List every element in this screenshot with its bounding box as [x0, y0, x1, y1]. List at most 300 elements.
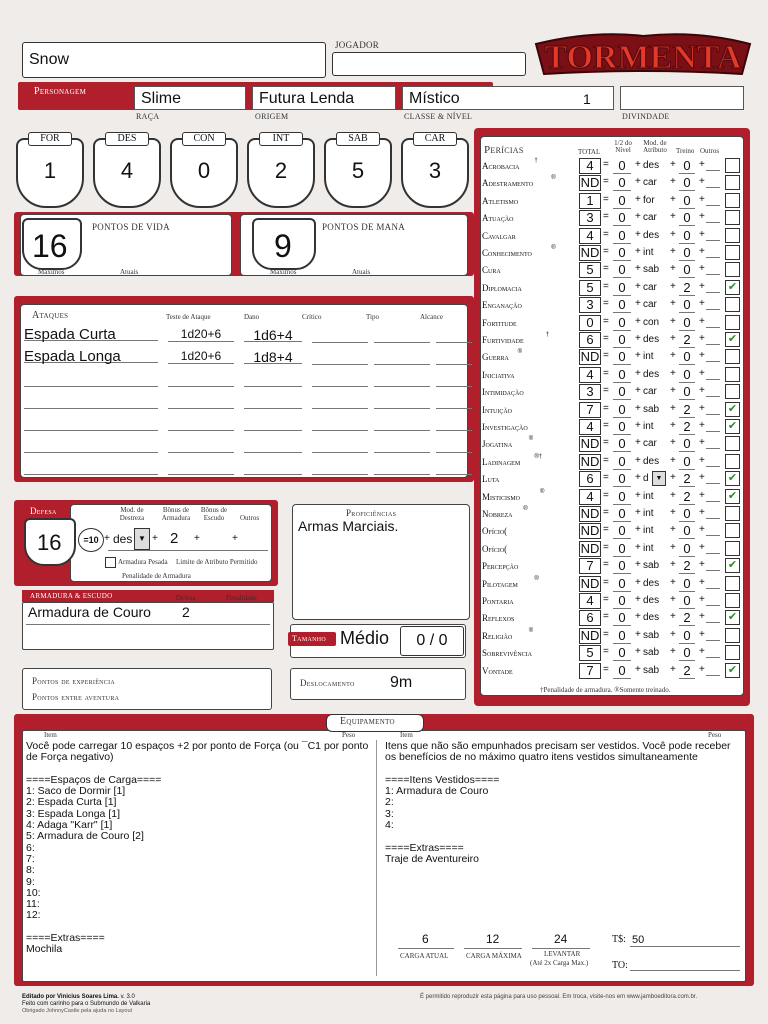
hp-current-label: Atuais: [120, 268, 139, 276]
attr-value-car: 3: [428, 158, 442, 183]
skill-row[interactable]: [482, 402, 742, 419]
skill-marker: †: [534, 158, 538, 164]
skill-plus: +: [699, 298, 705, 310]
skill-training: 0: [679, 523, 695, 539]
skill-other: [706, 327, 720, 328]
attack-cell: [312, 394, 368, 409]
skill-name: Cavalgar: [482, 230, 516, 241]
skill-attribute: des: [643, 595, 660, 606]
skill-total: ND: [580, 453, 600, 469]
skill-trained-checkbox[interactable]: ✔: [725, 419, 740, 434]
attack-row[interactable]: [24, 410, 454, 432]
attack-test: [168, 438, 234, 453]
skill-row[interactable]: [482, 175, 742, 192]
skill-half-level: 0: [613, 384, 631, 400]
deity-label: DIVINDADE: [622, 112, 670, 121]
character-label: Personagem: [34, 86, 87, 97]
skill-other: [706, 657, 720, 658]
skill-trained-checkbox[interactable]: ✔: [725, 471, 740, 486]
skill-row[interactable]: [482, 245, 742, 262]
skill-plus: +: [635, 507, 641, 518]
skill-equals: =: [603, 611, 609, 623]
skill-training: 2: [679, 402, 695, 418]
defense-plus-3: +: [194, 533, 200, 544]
skill-plus: +: [635, 472, 641, 484]
skill-trained-checkbox[interactable]: [725, 193, 740, 208]
skill-name: Intuição: [482, 404, 512, 415]
attr-shield-sab[interactable]: [324, 138, 392, 208]
skill-training: 0: [679, 593, 695, 609]
skill-name: Acrobacia: [482, 161, 520, 171]
hp-label: PONTOS DE VIDA: [92, 222, 170, 232]
skill-plus: +: [670, 350, 676, 362]
skill-attribute: car: [643, 386, 657, 398]
skill-training: 2: [679, 489, 695, 505]
defense-attr: des: [113, 532, 133, 546]
proficiencies-title: Proficiências: [346, 508, 397, 518]
skill-row[interactable]: [482, 663, 742, 680]
attack-cell: [312, 372, 368, 387]
skill-other: [706, 553, 720, 554]
heavy-armor-checkbox[interactable]: [105, 557, 116, 568]
skill-name: Adestramento: [482, 178, 534, 189]
skill-trained-checkbox[interactable]: [725, 210, 740, 225]
skill-row[interactable]: [482, 576, 742, 593]
skill-other: [706, 344, 720, 345]
origin-label: ORIGEM: [255, 112, 289, 121]
skill-plus: +: [670, 594, 676, 605]
skill-plus: +: [670, 280, 676, 292]
skill-plus: +: [635, 333, 641, 344]
skill-equals: =: [603, 193, 609, 205]
attr-label-sab: SAB: [336, 132, 380, 146]
skill-row[interactable]: [482, 349, 742, 366]
skill-attribute: car: [643, 299, 657, 311]
attack-cell: [312, 416, 368, 431]
skill-half-level: 0: [613, 210, 631, 226]
defense-hdr-other: Outros: [240, 514, 260, 522]
skill-marker: ®: [534, 575, 539, 582]
skill-plus: +: [670, 437, 676, 449]
skill-name: Pontaria: [482, 596, 514, 606]
skill-equals: =: [603, 559, 609, 571]
skill-row[interactable]: [482, 628, 742, 645]
skill-name: Pilotagem: [482, 578, 518, 589]
skill-attribute: con: [643, 316, 660, 328]
skill-total: ND: [580, 575, 600, 591]
origin-field[interactable]: [252, 86, 396, 110]
movement-value[interactable]: 9m: [390, 674, 413, 691]
skill-half-level: 0: [613, 454, 631, 470]
attack-row[interactable]: [24, 344, 454, 366]
skill-plus: +: [635, 350, 641, 362]
armor-defense[interactable]: 2: [182, 604, 190, 620]
skill-plus: +: [670, 315, 676, 327]
skill-training: 0: [679, 506, 695, 522]
skill-training: 2: [679, 280, 695, 296]
defense-base: =10: [78, 528, 104, 552]
attack-row[interactable]: [24, 432, 454, 454]
skill-equals: =: [603, 437, 609, 449]
attr-shield-des[interactable]: [93, 138, 161, 208]
skill-name: Luta: [482, 474, 500, 485]
skill-attribute: des: [643, 577, 660, 589]
skill-other: [706, 187, 720, 188]
skill-plus: +: [670, 159, 676, 170]
class-value: Místico: [409, 90, 460, 107]
skill-training: 0: [679, 349, 695, 365]
skill-attribute: des: [643, 160, 660, 171]
skill-half-level: 0: [613, 663, 631, 679]
skill-trained-checkbox[interactable]: [725, 367, 740, 382]
skill-other: [706, 675, 720, 676]
heavy-armor-label: Armadura Pesada: [118, 558, 168, 566]
skill-plus: +: [699, 437, 705, 449]
skill-row[interactable]: [482, 558, 742, 575]
skill-attribute: int: [643, 542, 654, 554]
skill-trained-checkbox[interactable]: [725, 523, 740, 538]
defense-value-box[interactable]: [24, 518, 76, 566]
attack-name: Espada Curta: [24, 326, 158, 341]
race-value: Slime: [141, 90, 182, 107]
defense-hdr-shield: Bônus de Escudo: [200, 506, 228, 522]
size-value[interactable]: Médio: [340, 628, 390, 648]
skill-trained-checkbox[interactable]: ✔: [725, 558, 740, 573]
skill-plus: +: [699, 350, 705, 362]
skill-plus: +: [670, 507, 676, 518]
attack-row[interactable]: [24, 388, 454, 410]
skill-equals: =: [603, 402, 609, 414]
skill-row[interactable]: [482, 315, 742, 332]
skill-trained-checkbox[interactable]: [725, 175, 740, 190]
skill-row[interactable]: [482, 454, 742, 471]
defense-armor: 2: [170, 530, 179, 547]
skill-total: 4: [579, 419, 601, 435]
skill-plus: +: [699, 263, 705, 275]
skill-plus: +: [635, 611, 641, 623]
skill-trained-checkbox[interactable]: [725, 297, 740, 312]
skill-trained-checkbox[interactable]: [725, 158, 740, 173]
proficiencies-text[interactable]: Armas Marciais.: [298, 518, 399, 534]
skill-row[interactable]: [482, 158, 742, 175]
attack-test: [168, 394, 234, 409]
xp-label: Pontos de experiência: [32, 676, 116, 686]
skill-plus: +: [635, 385, 641, 397]
skill-trained-checkbox[interactable]: [725, 645, 740, 660]
skill-plus: +: [635, 489, 641, 501]
skill-row[interactable]: [482, 523, 742, 540]
skill-trained-checkbox[interactable]: [725, 228, 740, 243]
skill-plus: +: [635, 594, 641, 605]
attack-row[interactable]: [24, 454, 454, 476]
attack-header-crit: Crítico: [302, 313, 322, 321]
attack-cell: [436, 416, 472, 431]
skill-trained-checkbox[interactable]: [725, 454, 740, 469]
skill-row[interactable]: [482, 489, 742, 506]
equipment-divider: [376, 740, 377, 976]
attr-shield-car[interactable]: [401, 138, 469, 208]
skill-row[interactable]: [482, 297, 742, 314]
armor-penalty-label: Penalidade de Armadura: [122, 572, 191, 580]
skill-equals: =: [603, 333, 609, 344]
skill-half-level: 0: [613, 332, 631, 348]
skill-row[interactable]: [482, 210, 742, 227]
skill-half-level: 0: [613, 402, 631, 418]
defense-attr-dropdown[interactable]: ▼: [134, 528, 150, 550]
skill-attribute: car: [643, 438, 657, 450]
skill-row[interactable]: [482, 384, 742, 401]
skill-row[interactable]: [482, 610, 742, 627]
deity-field[interactable]: [620, 86, 744, 110]
skill-other: [706, 466, 720, 467]
skill-equals: =: [603, 280, 609, 292]
skill-trained-checkbox[interactable]: [725, 436, 740, 451]
skill-half-level: 0: [613, 297, 631, 313]
attr-shield-for[interactable]: [16, 138, 84, 208]
attack-test: 1d20+6: [168, 349, 234, 364]
character-name: Snow: [29, 51, 70, 68]
skill-total: ND: [580, 436, 600, 452]
skill-equals: =: [603, 663, 609, 675]
skill-trained-checkbox[interactable]: [725, 506, 740, 521]
skills-title: Perícias: [484, 144, 524, 156]
skill-equals: =: [603, 454, 609, 466]
attack-cell: [374, 416, 430, 431]
skill-row[interactable]: [482, 471, 742, 488]
skill-name: Nobreza: [482, 509, 513, 519]
skill-total: ND: [580, 540, 600, 556]
skill-training: 0: [679, 175, 695, 191]
equipment-right-text[interactable]: Itens que não são empunhados precisam ser vestidos. Você pode receber os benefícios de no máximo quatro itens vestidos simultaneamente ====Itens Vestidos==== 1: Armadura de Couro 2: 3: 4: ====Extras==== Traje de Aventureiro: [385, 740, 731, 865]
skill-row[interactable]: [482, 593, 742, 610]
skill-total: 5: [579, 280, 601, 296]
hp-max-box[interactable]: [22, 218, 82, 270]
size-counter[interactable]: 0 / 0: [400, 626, 464, 656]
footer-credit-text: Editado por Vinicius Soares Lima.: [22, 994, 119, 1000]
skill-row[interactable]: [482, 262, 742, 279]
skill-plus: +: [670, 228, 676, 240]
footer-credit-2: Feito com carinho para o Submundo de Valkaria: [22, 1001, 151, 1007]
player-name-field[interactable]: [332, 52, 526, 76]
skill-trained-checkbox[interactable]: [725, 315, 740, 330]
skill-marker: †: [545, 332, 549, 338]
skill-other: [706, 483, 720, 484]
skill-trained-checkbox[interactable]: ✔: [725, 402, 740, 417]
skill-name: Ofício(: [482, 543, 508, 554]
skill-total: 3: [579, 210, 601, 226]
skill-attribute: des: [643, 368, 660, 380]
skill-equals: =: [603, 211, 609, 223]
attack-cell: [312, 438, 368, 453]
attack-header-damage: Dano: [244, 313, 260, 321]
skill-trained-checkbox[interactable]: [725, 541, 740, 556]
skill-name: Conhecimento: [482, 248, 532, 258]
skill-attribute: int: [643, 525, 654, 537]
skill-half-level: 0: [613, 349, 631, 365]
skill-marker: ®: [528, 627, 534, 634]
skills-hdr-other: Outros: [700, 147, 720, 155]
skill-trained-checkbox[interactable]: ✔: [725, 332, 740, 347]
skill-attribute: des: [643, 455, 660, 467]
carry-max-label: CARGA MÁXIMA: [466, 952, 522, 960]
skill-attribute: sab: [643, 664, 660, 676]
skill-training: 2: [679, 610, 695, 626]
skill-total: 5: [579, 262, 601, 278]
equipment-left-text[interactable]: Você pode carregar 10 espaços +2 por ponto de Força (ou ¯C1 por ponto de Força negativo) ====Espaços de Carga==== 1: Saco de Dormir [1] 2: Espada Curta [1] 3: Espada Longa [1] 4: Adaga "Karr" [1] 5: Armadura de Couro [2] 6: 7: 8: 9: 10: 11: 12: ====Extras==== Mochila: [26, 740, 369, 956]
skill-trained-checkbox[interactable]: [725, 628, 740, 643]
attr-shield-int[interactable]: [247, 138, 315, 208]
attack-row[interactable]: [24, 366, 454, 388]
skill-attribute: des: [643, 229, 660, 241]
defense-line: [108, 550, 268, 551]
skill-equals: =: [603, 263, 609, 275]
skill-training: 0: [679, 210, 695, 226]
mp-max-box[interactable]: [252, 218, 316, 270]
ts-value[interactable]: 50: [632, 934, 645, 946]
skill-trained-checkbox[interactable]: [725, 576, 740, 591]
skill-plus: +: [635, 159, 641, 170]
attack-header-test: Teste de Ataque: [166, 313, 211, 321]
attr-label-int: INT: [259, 132, 303, 146]
skill-plus: +: [635, 628, 641, 640]
skill-plus: +: [699, 472, 705, 484]
skill-row[interactable]: [482, 436, 742, 453]
skill-name: Furtividade: [482, 335, 524, 345]
skill-row[interactable]: [482, 419, 742, 436]
hp-max-value: 16: [32, 228, 68, 264]
skill-plus: +: [635, 541, 641, 553]
armor-name[interactable]: Armadura de Couro: [28, 604, 151, 620]
footer-credit-3: Obrigado JohnnyCastle pela ajuda no Layout: [22, 1008, 133, 1014]
skill-trained-checkbox[interactable]: ✔: [725, 663, 740, 678]
skill-plus: +: [635, 663, 641, 675]
skill-training: 0: [679, 541, 695, 557]
skill-marker: ®: [551, 175, 556, 182]
skill-plus: +: [635, 211, 641, 223]
skill-trained-checkbox[interactable]: [725, 384, 740, 399]
character-name-field[interactable]: [22, 42, 326, 78]
skill-plus: +: [670, 211, 676, 223]
skill-plus: +: [635, 402, 641, 414]
skill-trained-checkbox[interactable]: [725, 245, 740, 260]
skill-equals: =: [603, 576, 609, 588]
attack-damage: [244, 394, 302, 409]
skill-training: 2: [679, 558, 695, 574]
attack-damage: [244, 416, 302, 431]
skill-half-level: 0: [613, 541, 631, 557]
skill-row[interactable]: [482, 228, 742, 245]
skill-name: Intimidação: [482, 387, 524, 398]
attack-damage: 1d6+4: [244, 327, 302, 342]
class-level-field[interactable]: [402, 86, 614, 110]
skill-plus: +: [699, 646, 705, 658]
skill-row[interactable]: [482, 193, 742, 210]
attack-header-type: Tipo: [366, 313, 379, 321]
skill-equals: =: [603, 524, 609, 536]
skill-half-level: 0: [613, 576, 631, 592]
skill-name: Fortitude: [482, 317, 517, 328]
attr-value-sab: 5: [351, 158, 365, 183]
skill-other: [706, 622, 720, 623]
attack-cell: [436, 460, 472, 475]
skill-plus: +: [699, 628, 705, 640]
skill-other: [706, 570, 720, 571]
skill-name: Cura: [482, 265, 501, 276]
skill-half-level: 0: [613, 645, 631, 661]
skill-marker: ®: [551, 245, 556, 251]
attr-shield-con[interactable]: [170, 138, 238, 208]
armor-hdr-penalty: Penalidade: [226, 594, 257, 602]
skill-other: [706, 222, 720, 223]
skill-total: 3: [579, 384, 601, 400]
skill-attribute: int: [643, 508, 654, 519]
skill-equals: =: [603, 507, 609, 518]
skill-trained-checkbox[interactable]: [725, 349, 740, 364]
tormenta-logo: [532, 28, 754, 86]
defense-value: 16: [37, 530, 62, 555]
skill-equals: =: [603, 541, 609, 553]
skill-attr-dropdown[interactable]: ▼: [652, 471, 666, 486]
skill-trained-checkbox[interactable]: ✔: [725, 280, 740, 295]
skill-equals: =: [603, 385, 609, 397]
skill-training: 0: [679, 454, 695, 470]
skill-row[interactable]: [482, 367, 742, 384]
skill-equals: =: [603, 246, 609, 257]
attack-name: [24, 438, 158, 453]
skill-total: 3: [579, 297, 601, 313]
skill-other: [706, 361, 720, 362]
skill-half-level: 0: [613, 262, 631, 278]
skill-row[interactable]: [482, 332, 742, 349]
ts-label: T$:: [612, 934, 626, 945]
attack-name: Espada Longa: [24, 348, 158, 363]
skill-row[interactable]: [482, 506, 742, 523]
skill-attribute: car: [643, 281, 657, 293]
skill-attribute: int: [643, 351, 654, 363]
skill-row[interactable]: [482, 541, 742, 558]
attack-cell: [374, 438, 430, 453]
skill-equals: =: [603, 594, 609, 605]
skill-trained-checkbox[interactable]: [725, 593, 740, 608]
hp-max-label: Máximos: [38, 268, 65, 276]
skill-plus: +: [635, 559, 641, 571]
skill-trained-checkbox[interactable]: [725, 262, 740, 277]
skill-row[interactable]: [482, 280, 742, 297]
mp-max-value: 9: [274, 228, 292, 264]
skill-total: 4: [579, 593, 601, 609]
skill-attribute: d: [643, 473, 649, 485]
skill-half-level: 0: [613, 628, 631, 644]
skills-hdr-mod: Mod. de Atributo: [643, 139, 667, 154]
skill-row[interactable]: [482, 645, 742, 662]
skill-plus: +: [699, 280, 705, 292]
skill-other: [706, 501, 720, 502]
skill-plus: +: [635, 298, 641, 310]
skill-equals: =: [603, 420, 609, 431]
skill-plus: +: [699, 420, 705, 431]
skill-trained-checkbox[interactable]: ✔: [725, 489, 740, 504]
xp-between-label: Pontos entre aventura: [32, 692, 120, 702]
skill-plus: +: [635, 454, 641, 466]
skill-equals: =: [603, 350, 609, 362]
skill-plus: +: [670, 489, 676, 501]
skill-trained-checkbox[interactable]: ✔: [725, 610, 740, 625]
race-field[interactable]: [134, 86, 246, 110]
attack-row[interactable]: [24, 322, 454, 344]
skill-name: Percepção: [482, 561, 519, 572]
skill-attribute: sab: [643, 560, 660, 572]
skill-name: Iniciativa: [482, 369, 515, 380]
